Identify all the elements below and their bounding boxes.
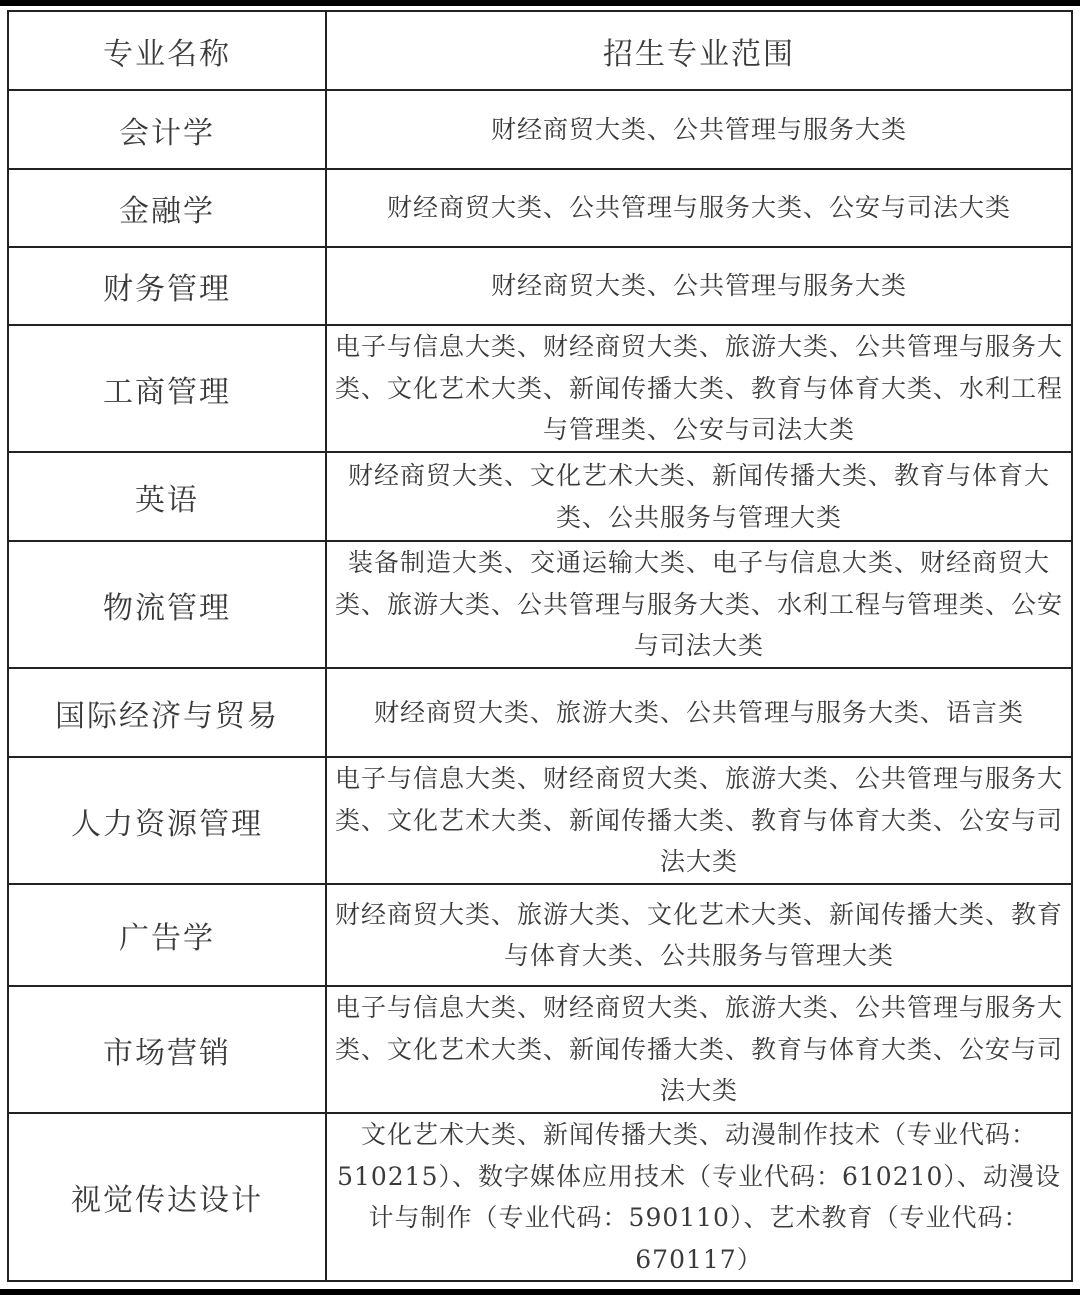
header-enrollment-scope: 招生专业范围 xyxy=(326,11,1072,90)
major-name-cell: 会计学 xyxy=(8,90,326,169)
table-row xyxy=(8,325,1072,452)
scope-cell: 财经商贸大类、公共管理与服务大类、公安与司法大类 xyxy=(326,169,1072,247)
scope-cell: 文化艺术大类、新闻传播大类、动漫制作技术（专业代码：510215）、数字媒体应用技术（专业代码：610210）、动漫设计与制作（专业代码：590110）、艺术教育（专业代码：670117） xyxy=(326,1113,1072,1281)
table-row xyxy=(8,884,1072,986)
table-row xyxy=(8,452,1072,541)
major-name-cell: 市场营销 xyxy=(8,986,326,1113)
header-major-name: 专业名称 xyxy=(8,11,326,90)
scope-cell: 财经商贸大类、旅游大类、文化艺术大类、新闻传播大类、教育与体育大类、公共服务与管理大类 xyxy=(326,884,1072,986)
table-row xyxy=(8,986,1072,1113)
table-row xyxy=(8,247,1072,325)
major-name-cell: 人力资源管理 xyxy=(8,757,326,884)
major-name-cell: 英语 xyxy=(8,452,326,541)
major-name-cell: 金融学 xyxy=(8,169,326,247)
scope-cell: 财经商贸大类、旅游大类、公共管理与服务大类、语言类 xyxy=(326,668,1072,757)
major-name-cell: 国际经济与贸易 xyxy=(8,668,326,757)
table-row xyxy=(8,757,1072,884)
header-row xyxy=(8,11,1072,90)
major-name-cell: 视觉传达设计 xyxy=(8,1113,326,1281)
table-row xyxy=(8,169,1072,247)
scope-cell: 电子与信息大类、财经商贸大类、旅游大类、公共管理与服务大类、文化艺术大类、新闻传播大类、教育与体育大类、公安与司法大类 xyxy=(326,986,1072,1113)
scope-cell: 电子与信息大类、财经商贸大类、旅游大类、公共管理与服务大类、文化艺术大类、新闻传播大类、教育与体育大类、公安与司法大类 xyxy=(326,757,1072,884)
scope-cell: 电子与信息大类、财经商贸大类、旅游大类、公共管理与服务大类、文化艺术大类、新闻传播大类、教育与体育大类、水利工程与管理类、公安与司法大类 xyxy=(326,325,1072,452)
major-name-cell: 广告学 xyxy=(8,884,326,986)
scope-cell: 财经商贸大类、文化艺术大类、新闻传播大类、教育与体育大类、公共服务与管理大类 xyxy=(326,452,1072,541)
major-name-cell: 工商管理 xyxy=(8,325,326,452)
scope-cell: 装备制造大类、交通运输大类、电子与信息大类、财经商贸大类、旅游大类、公共管理与服务大类、水利工程与管理类、公安与司法大类 xyxy=(326,541,1072,668)
major-name-cell: 物流管理 xyxy=(8,541,326,668)
scope-cell: 财经商贸大类、公共管理与服务大类 xyxy=(326,247,1072,325)
majors-table xyxy=(7,10,1073,1282)
table-row xyxy=(8,541,1072,668)
table-row xyxy=(8,90,1072,169)
scope-cell: 财经商贸大类、公共管理与服务大类 xyxy=(326,90,1072,169)
table-row xyxy=(8,1113,1072,1281)
table-row xyxy=(8,668,1072,757)
major-name-cell: 财务管理 xyxy=(8,247,326,325)
document-page xyxy=(0,6,1080,1289)
